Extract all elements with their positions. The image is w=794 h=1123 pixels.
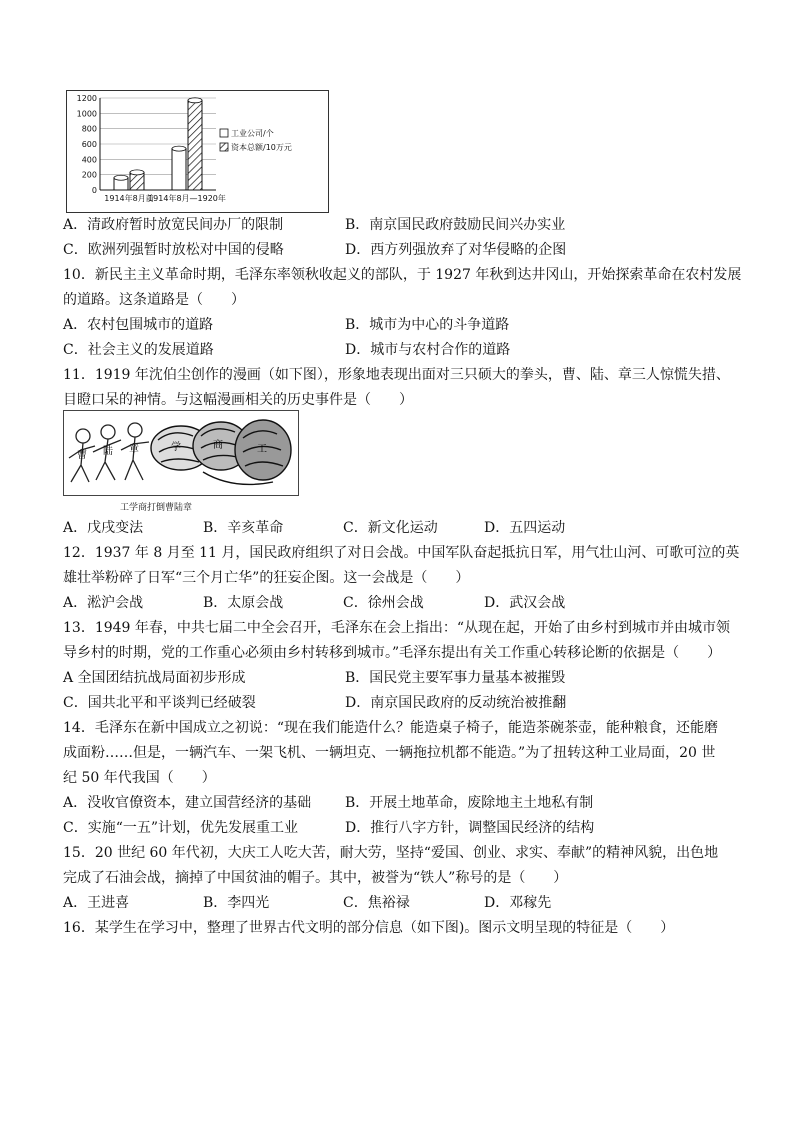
q12-option-a[interactable]: A．淞沪会战: [63, 595, 144, 611]
q12-stem-line-1: 12．1937 年 8 月至 11 月，国民政府组织了对日会战。中国军队奋起抵抗日军，用气壮山河、可歌可泣的英: [63, 545, 740, 561]
cartoon-label: 商: [213, 440, 223, 451]
q13-option-a[interactable]: A 全国团结抗战局面初步形成: [63, 670, 246, 686]
q14-option-d[interactable]: D．推行八字方针，调整国民经济的结构: [345, 820, 595, 836]
q14-option-a[interactable]: A．没收官僚资本，建立国营经济的基础: [63, 795, 312, 811]
cartoon-label: 曹: [77, 450, 87, 461]
q14-stem-line-2: 成面粉……但是，一辆汽车、一架飞机、一辆坦克、一辆拖拉机都不能造。”为了扭转这种工业局面，20 世: [63, 745, 716, 761]
cartoon-label: 陆: [103, 446, 113, 457]
q13-option-c[interactable]: C．国共北平和平谈判已经破裂: [63, 695, 256, 711]
bar-top-cap: [114, 175, 128, 180]
legend-label: 工业公司/个: [231, 129, 274, 138]
q14-option-b[interactable]: B．开展土地革命，废除地主土地私有制: [345, 795, 594, 811]
q12-option-b[interactable]: B．太原会战: [203, 595, 284, 611]
q10-option-a[interactable]: A．农村包围城市的道路: [63, 317, 214, 333]
q11-stem-line-2: 目瞪口呆的神情。与这幅漫画相关的历史事件是（ ）: [63, 392, 413, 408]
cartoon-caption: 工学商打倒曹陆章: [120, 503, 193, 513]
legend-swatch: [220, 129, 228, 137]
q15-option-a[interactable]: A．王进喜: [63, 895, 130, 911]
bar-top-cap: [172, 146, 186, 151]
y-tick-label: 400: [81, 155, 97, 165]
q10-stem-line-2: 的道路。这条道路是（ ）: [63, 292, 245, 308]
bar-capital-1: [188, 100, 202, 190]
q9-option-d[interactable]: D．西方列强放弃了对华侵略的企图: [345, 242, 567, 258]
q13-option-b[interactable]: B．国民党主要军事力量基本被摧毁: [345, 670, 566, 686]
q15-stem-line-2: 完成了石油会战，摘掉了中国贫油的帽子。其中，被誉为“铁人”称号的是（ ）: [63, 870, 568, 886]
legend-label: 资本总额/10万元: [231, 143, 292, 152]
y-tick-label: 800: [81, 124, 97, 134]
q14-option-c[interactable]: C．实施“一五”计划，优先发展重工业: [63, 820, 299, 836]
q15-stem-line-1: 15．20 世纪 60 年代初，大庆工人吃大苦，耐大劳，坚持“爱国、创业、求实、奉献”的精神风貌，出色地: [63, 845, 719, 861]
legend-swatch: [220, 143, 228, 151]
q11-stem-line-1: 11．1919 年沈伯尘创作的漫画（如下图），形象地表现出面对三只硕大的拳头，曹、陆、章三人惊慌失措、: [63, 367, 730, 383]
q9-option-c[interactable]: C．欧洲列强暂时放松对中国的侵略: [63, 242, 284, 258]
q10-option-d[interactable]: D．城市与农村合作的道路: [345, 342, 511, 358]
q10-option-c[interactable]: C．社会主义的发展道路: [63, 342, 214, 358]
q11-option-c[interactable]: C．新文化运动: [343, 520, 438, 536]
q10-stem-line-1: 10．新民主主义革命时期，毛泽东率领秋收起义的部队，于 1927 年秋到达井冈山，开始探索革命在农村发展: [63, 267, 742, 283]
y-tick-label: 1200: [76, 94, 97, 103]
q11-option-d[interactable]: D．五四运动: [484, 520, 566, 536]
q12-stem-line-2: 雄壮举粉碎了日军“三个月亡华”的狂妄企图。这一会战是（ ）: [63, 570, 470, 586]
x-tick-label: 1914年8月—1920年: [148, 194, 226, 203]
q10-option-b[interactable]: B．城市为中心的斗争道路: [345, 317, 510, 333]
q14-stem-line-1: 14．毛泽东在新中国成立之初说：“现在我们能造什么？能造桌子椅子，能造茶碗茶壶，能种粮食，还能磨: [63, 720, 718, 736]
q16-stem-line-1: 16．某学生在学习中，整理了世界古代文明的部分信息（如下图)。图示文明呈现的特征是（ ）: [63, 920, 675, 936]
y-tick-label: 1000: [76, 109, 97, 119]
cartoon-illustration: [63, 410, 299, 510]
q11-option-b[interactable]: B．辛亥革命: [203, 520, 284, 536]
q12-option-c[interactable]: C．徐州会战: [343, 595, 424, 611]
bar-top-cap: [188, 98, 202, 103]
q15-option-c[interactable]: C．焦裕禄: [343, 895, 410, 911]
x-tick-label: 1914年8月前: [104, 194, 154, 203]
bar-top-cap: [130, 170, 144, 175]
y-tick-label: 0: [91, 186, 97, 195]
q9-option-b[interactable]: B．南京国民政府鼓励民间兴办实业: [345, 217, 566, 233]
q15-option-b[interactable]: B．李四光: [203, 895, 270, 911]
q13-option-d[interactable]: D．南京国民政府的反动统治被推翻: [345, 695, 567, 711]
q13-stem-line-2: 导乡村的时期，党的工作重心必须由乡村转移到城市。”毛泽东提出有关工作重心转移论断的依据是（ ）: [63, 645, 722, 661]
cartoon-label: 工: [257, 444, 267, 455]
q11-option-a[interactable]: A．戊戌变法: [63, 520, 144, 536]
capital-bar-chart: [66, 90, 330, 214]
q9-option-a[interactable]: A．清政府暂时放宽民间办厂的限制: [63, 217, 284, 233]
cartoon-label: 学: [171, 442, 181, 453]
y-tick-label: 600: [81, 140, 97, 149]
y-tick-label: 200: [81, 170, 97, 180]
cartoon-label: 章: [129, 444, 139, 455]
q12-option-d[interactable]: D．武汉会战: [484, 595, 566, 611]
bar-companies-1: [172, 149, 186, 190]
q13-stem-line-1: 13．1949 年春，中共七届二中全会召开，毛泽东在会上指出：“从现在起，开始了由乡村到城市并由城市领: [63, 620, 731, 636]
q14-stem-line-3: 纪 50 年代我国（ ）: [63, 770, 216, 786]
q15-option-d[interactable]: D．邓稼先: [484, 895, 552, 911]
